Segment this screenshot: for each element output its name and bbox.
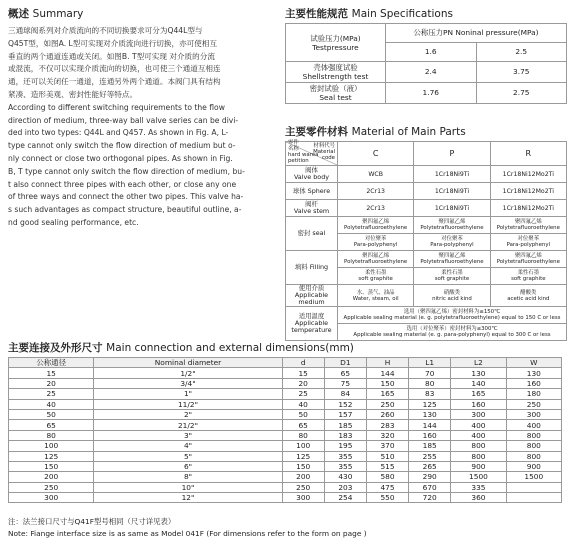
dimensions-heading: 主要连接及外形尺寸 Main connection and external dimensions(mm): [8, 342, 354, 354]
dim-col-header: Nominal diameter: [94, 358, 282, 368]
materials-col-header: P: [414, 142, 490, 166]
dim-cell: 65: [9, 420, 94, 430]
dim-cell: 475: [366, 482, 408, 492]
dim-cell: 125: [9, 451, 94, 461]
specs-pn-value: 1.6: [386, 43, 477, 62]
materials-cell: 聚四氟乙烯 Polytetrafluoroethylene: [414, 217, 490, 234]
materials-row-label: 密封 seal: [286, 217, 338, 251]
materials-cell: 1Cr18Ni9Ti: [414, 166, 490, 183]
specs-cell: 2.75: [476, 83, 567, 104]
dim-cell: 800: [506, 451, 561, 461]
table-row: [9, 378, 562, 388]
summary-text: 三通球阀系列对介质流向的不同切换要求可分为Q44L型与 Q45T型，如图A. L型可实现对介质流向进行切换，亦可使相互 垂直的两个通道连通或关闭。如图B. T型可实现 对介质的分流 或混流，不仅可以实现介质流向的切换，也可使三个通道互相连 通，还可以关闭任一通道，连通另外两个通道。本阀门具有结构 紧凑、造形美观、密封性能好等特点。 According to different switching requirements to the flow direction of medium, three-way ball valve series can be divi- ded into two types: Q44L and Q457. As shown in Fig. A, L- type cannot only switch the flow direction of medium but o- nly connect or close two orthogonal pipes. As shown in Fig. B, T type cannot only switch the flow direction of medium, bu- t also connect three pipes with each other, or close any one of three ways and connect the other two pipes. This valve ha- s such advantages as compact structure, beautiful outline, a- nd good sealing performance, etc.: [8, 26, 245, 227]
materials-cell: 2Cr13: [338, 183, 414, 200]
dim-cell: 250: [366, 399, 408, 409]
specs-table: [285, 23, 567, 104]
dim-cell: 3/4": [94, 378, 282, 388]
table-row: [9, 461, 562, 471]
dim-cell: 20: [9, 378, 94, 388]
dim-cell: 355: [324, 461, 366, 471]
dim-cell: 250: [282, 482, 324, 492]
dim-cell: 125: [409, 399, 451, 409]
dim-cell: 130: [409, 409, 451, 419]
dim-cell: 150: [282, 461, 324, 471]
dim-col-header: d: [282, 358, 324, 368]
materials-cell: 柔性石墨 soft graphite: [490, 268, 566, 285]
dim-cell: 144: [409, 420, 451, 430]
table-row: [9, 472, 562, 482]
materials-cell: 聚四氟乙烯 Polytetrafluoroethylene: [338, 251, 414, 268]
dim-cell: 265: [409, 461, 451, 471]
dim-cell: 180: [506, 389, 561, 399]
dim-cell: 15: [9, 368, 94, 378]
dim-cell: 355: [324, 451, 366, 461]
dim-cell: 1/2": [94, 368, 282, 378]
dim-cell: 183: [324, 430, 366, 440]
dim-cell: 300: [9, 493, 94, 503]
dim-cell: 255: [409, 451, 451, 461]
materials-cell: 对位聚苯 Para-polyphenyl: [490, 234, 566, 251]
materials-cell: 聚四氟乙烯 Polytetrafluoroethylene: [414, 251, 490, 268]
specs-cell: 1.76: [386, 83, 477, 104]
dim-cell: 50: [9, 409, 94, 419]
dim-cell: 195: [324, 441, 366, 451]
dim-cell: [506, 493, 561, 503]
dim-cell: 12": [94, 493, 282, 503]
dim-cell: 200: [282, 472, 324, 482]
dim-col-header: H: [366, 358, 408, 368]
table-row: [9, 451, 562, 461]
dim-cell: 250: [9, 482, 94, 492]
table-row: [9, 441, 562, 451]
specs-row-label: 壳体强度试验 Shellstrength test: [286, 62, 386, 83]
materials-row-label: 使用介质 Applicable medium: [286, 285, 338, 307]
dim-col-header: D1: [324, 358, 366, 368]
materials-cell: 1Cr18Ni12Mo2Ti: [490, 200, 566, 217]
materials-table: [285, 141, 567, 341]
dim-cell: 1500: [451, 472, 506, 482]
dim-cell: 50: [282, 409, 324, 419]
dim-cell: 4": [94, 441, 282, 451]
dim-cell: 283: [366, 420, 408, 430]
dim-col-header: L2: [451, 358, 506, 368]
dim-cell: 150: [9, 461, 94, 471]
dim-cell: 25: [9, 389, 94, 399]
materials-cell: 2Cr13: [338, 200, 414, 217]
specs-row-label: 密封试验（液） Seal test: [286, 83, 386, 104]
materials-col-header: R: [490, 142, 566, 166]
dim-cell: 400: [451, 430, 506, 440]
dim-cell: 400: [451, 420, 506, 430]
dim-cell: 185: [324, 420, 366, 430]
dim-cell: 1500: [506, 472, 561, 482]
dim-cell: 130: [506, 368, 561, 378]
table-row: [9, 493, 562, 503]
dim-col-header: L1: [409, 358, 451, 368]
dim-cell: 720: [409, 493, 451, 503]
table-row: [9, 482, 562, 492]
materials-cell: 柔性石墨 soft graphite: [338, 268, 414, 285]
table-row: [9, 420, 562, 430]
materials-row-label: 阀体 Valve body: [286, 166, 338, 183]
materials-cell: 对位聚苯 Para-polyphenyl: [338, 234, 414, 251]
dim-cell: 125: [282, 451, 324, 461]
dim-cell: 1": [94, 389, 282, 399]
specs-header-pn: 公称压力PN Noninal pressure(MPa): [386, 24, 567, 43]
dim-cell: 83: [409, 389, 451, 399]
dim-cell: 300: [282, 493, 324, 503]
table-row: [9, 409, 562, 419]
materials-row-label: 填料 Filling: [286, 251, 338, 285]
dim-cell: 320: [366, 430, 408, 440]
note-en: Note: Fiange interface size is as same as Model 041F (For dimensions refer to the form on page ): [8, 529, 367, 538]
dim-cell: 80: [282, 430, 324, 440]
dim-cell: 70: [409, 368, 451, 378]
dim-cell: 80: [409, 378, 451, 388]
materials-row-label: 适用温度 Applicable temperature: [286, 307, 338, 341]
table-row: [9, 430, 562, 440]
materials-row-label: 阀杆 Valve stem: [286, 200, 338, 217]
dim-col-header: W: [506, 358, 561, 368]
note-cn: 注：法兰接口尺寸与Q41F型号相同（尺寸详见表）: [8, 517, 176, 526]
summary-heading: 概述 Summary: [8, 8, 84, 20]
dim-cell: 3": [94, 430, 282, 440]
specs-pn-value: 2.5: [476, 43, 567, 62]
dim-cell: 360: [451, 493, 506, 503]
dim-cell: 11/2": [94, 399, 282, 409]
materials-cell: 聚四氟乙烯 Polytetrafluoroethylene: [490, 251, 566, 268]
dim-cell: 510: [366, 451, 408, 461]
dim-cell: 152: [324, 399, 366, 409]
dim-cell: 100: [282, 441, 324, 451]
dim-cell: 15: [282, 368, 324, 378]
dim-cell: 400: [506, 420, 561, 430]
dim-cell: 160: [409, 430, 451, 440]
materials-col-header: C: [338, 142, 414, 166]
materials-cell: 聚四氟乙烯 Polytetrafluoroethylene: [338, 217, 414, 234]
dim-cell: 335: [451, 482, 506, 492]
dim-cell: 20: [282, 378, 324, 388]
specs-cell: 3.75: [476, 62, 567, 83]
materials-cell: 选用（对位聚苯）密封材料为≤300℃ Applicable sealing material (e. g. para-polyphenyl) equal to 300 C or less: [338, 324, 567, 341]
dim-cell: 203: [324, 482, 366, 492]
dim-cell: 300: [451, 409, 506, 419]
dim-cell: 25: [282, 389, 324, 399]
footnotes: [8, 516, 367, 540]
dim-cell: 6": [94, 461, 282, 471]
materials-row-label: 球体 Sphere: [286, 183, 338, 200]
dim-cell: 150: [366, 378, 408, 388]
dim-cell: 160: [451, 399, 506, 409]
dim-cell: 515: [366, 461, 408, 471]
dim-cell: 140: [451, 378, 506, 388]
dim-cell: 800: [506, 441, 561, 451]
dim-cell: 165: [451, 389, 506, 399]
dim-cell: [506, 482, 561, 492]
dim-cell: 80: [9, 430, 94, 440]
dim-cell: 800: [451, 451, 506, 461]
materials-cell: 醋酸类 acetic acid kind: [490, 285, 566, 307]
materials-cell: WCB: [338, 166, 414, 183]
dim-col-header: 公称通径: [9, 358, 94, 368]
dim-cell: 290: [409, 472, 451, 482]
dim-cell: 160: [506, 378, 561, 388]
materials-cell: 1Cr18Ni9Ti: [414, 200, 490, 217]
dim-cell: 200: [9, 472, 94, 482]
dim-cell: 800: [506, 430, 561, 440]
dim-cell: 21/2": [94, 420, 282, 430]
specs-heading: 主要性能规范 Main Specifications: [285, 8, 453, 20]
dim-cell: 40: [282, 399, 324, 409]
dim-cell: 580: [366, 472, 408, 482]
materials-cell: 水、蒸气、油品 Water, steam, oil: [338, 285, 414, 307]
dim-cell: 84: [324, 389, 366, 399]
dim-cell: 370: [366, 441, 408, 451]
dim-cell: 5": [94, 451, 282, 461]
dim-cell: 75: [324, 378, 366, 388]
dim-cell: 800: [451, 441, 506, 451]
materials-cell: 硝酸类 nitric acid kind: [414, 285, 490, 307]
dim-cell: 65: [324, 368, 366, 378]
dim-cell: 250: [506, 399, 561, 409]
table-row: [9, 389, 562, 399]
dimensions-table: [8, 357, 562, 503]
dim-cell: 300: [506, 409, 561, 419]
dim-cell: 165: [366, 389, 408, 399]
table-row: [9, 368, 562, 378]
dim-cell: 100: [9, 441, 94, 451]
materials-cell: 选用（聚四氟乙烯）密封材料为≤150℃ Applicable sealing material (e. g. polytetrafluoroethylene) equal to 150 C or less: [338, 307, 567, 324]
materials-cell: 对位聚苯 Para-polyphenyl: [414, 234, 490, 251]
dim-cell: 65: [282, 420, 324, 430]
dim-cell: 10": [94, 482, 282, 492]
dim-cell: 40: [9, 399, 94, 409]
dim-cell: 130: [451, 368, 506, 378]
materials-cell: 聚四氟乙烯 Polytetrafluoroethylene: [490, 217, 566, 234]
dim-cell: 254: [324, 493, 366, 503]
materials-heading: 主要零件材料 Material of Main Parts: [285, 126, 466, 138]
materials-cell: 1Cr18Ni9Ti: [414, 183, 490, 200]
dim-cell: 430: [324, 472, 366, 482]
dim-cell: 670: [409, 482, 451, 492]
dim-cell: 8": [94, 472, 282, 482]
dim-cell: 185: [409, 441, 451, 451]
dim-cell: 157: [324, 409, 366, 419]
specs-cell: 2.4: [386, 62, 477, 83]
table-row: [9, 399, 562, 409]
materials-corner-cell: 材料代号 Material code 零件 名称 hard wareа petition: [286, 142, 338, 166]
materials-cell: 柔性石墨 soft graphite: [414, 268, 490, 285]
dim-cell: 900: [451, 461, 506, 471]
dim-cell: 550: [366, 493, 408, 503]
materials-cell: 1Cr18Ni12Mo2Ti: [490, 183, 566, 200]
dim-cell: 900: [506, 461, 561, 471]
dim-cell: 2": [94, 409, 282, 419]
dim-cell: 260: [366, 409, 408, 419]
materials-cell: 1Cr18Ni12Mo2Ti: [490, 166, 566, 183]
dim-cell: 144: [366, 368, 408, 378]
specs-header-test-pressure: 试验压力(MPa) Testpressure: [286, 24, 386, 62]
